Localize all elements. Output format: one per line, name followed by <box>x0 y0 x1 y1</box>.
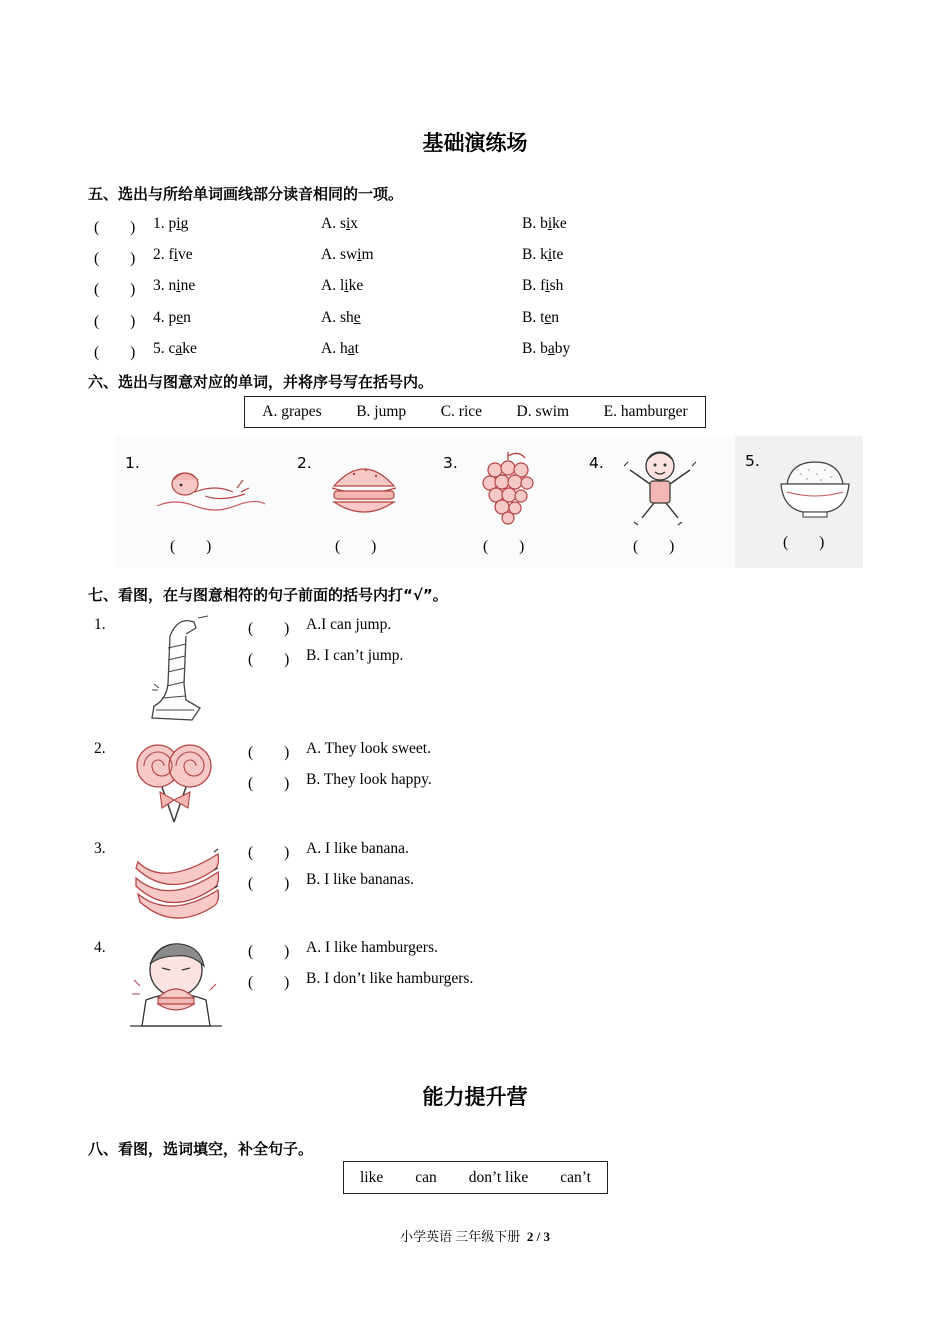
option-b <box>522 340 570 358</box>
word-part: p <box>168 309 177 326</box>
answer-paren[interactable]: ( ) <box>335 538 377 555</box>
option-a-text <box>321 309 361 326</box>
option-b-text <box>522 246 563 263</box>
underlined-letter: a <box>175 340 183 357</box>
word-part: B. k <box>522 246 548 263</box>
option-b-text <box>522 309 559 326</box>
answer-paren[interactable]: ( ) <box>248 620 290 637</box>
footer-subject: 小学英语 三年级下册 <box>400 1229 521 1244</box>
sentence-option-a: A. I like banana. <box>306 840 409 857</box>
word-part: ke <box>182 340 197 357</box>
page-heading-basic: 基础演练场 <box>422 131 528 155</box>
answer-paren[interactable]: ( ) <box>248 875 290 892</box>
answer-paren[interactable]: ( ) <box>248 974 290 991</box>
word-part: A. l <box>321 277 345 294</box>
underlined-letter: i <box>547 246 553 263</box>
answer-paren[interactable]: ( ) <box>633 538 675 555</box>
option-a-text <box>321 277 363 294</box>
sentence-option-b: B. I don’t like hamburgers. <box>306 970 474 987</box>
section6-title: 六、选出与图意对应的单词，并将序号写在括号内。 <box>88 373 434 391</box>
sentence-option-a: A. I like hamburgers. <box>306 939 438 956</box>
section8-word-box <box>343 1161 608 1194</box>
option-a <box>321 277 363 295</box>
bandaged-leg-icon <box>140 614 220 724</box>
answer-paren[interactable]: ( ) <box>94 344 136 361</box>
sentence-option-b: B. I can’t jump. <box>306 647 404 664</box>
word-part: ne <box>180 277 196 294</box>
page-heading-advanced: 能力提升营 <box>422 1085 528 1109</box>
underlined-letter: i <box>547 215 553 232</box>
option-a-text <box>321 246 374 263</box>
word-part: B. f <box>522 277 546 294</box>
page-footer <box>0 1226 950 1245</box>
question-word <box>153 277 195 295</box>
picture-number: 1. <box>125 454 140 472</box>
option-a-text <box>321 340 359 357</box>
underlined-letter: e <box>353 309 361 326</box>
question-word <box>153 340 197 358</box>
underlined-letter: i <box>545 277 550 294</box>
answer-paren[interactable]: ( ) <box>248 744 290 761</box>
word-option: A. grapes <box>262 403 322 420</box>
option-b-text <box>522 277 563 294</box>
word-option: don’t like <box>468 1168 529 1186</box>
question-word-text <box>169 246 193 263</box>
answer-paren[interactable]: ( ) <box>94 219 136 236</box>
word-part: t <box>354 340 359 357</box>
answer-paren[interactable]: ( ) <box>483 538 525 555</box>
option-b <box>522 309 559 327</box>
footer-page: 2 <box>526 1229 534 1244</box>
question-word-text <box>169 340 197 357</box>
answer-paren[interactable]: ( ) <box>248 651 290 668</box>
word-option: B. jump <box>356 403 407 420</box>
answer-paren[interactable]: ( ) <box>94 313 136 330</box>
picture-number: 3. <box>443 454 458 472</box>
underlined-letter: a <box>547 340 555 357</box>
question-number: 5. <box>153 340 165 357</box>
rice-bowl-icon <box>777 458 853 518</box>
answer-paren[interactable]: ( ) <box>170 538 212 555</box>
word-part: by <box>554 340 571 357</box>
word-part: A. h <box>321 340 348 357</box>
word-part: B. t <box>522 309 545 326</box>
option-a-text <box>321 215 358 232</box>
section7-title: 七、看图，在与图意相符的句子前面的括号内打“√”。 <box>88 586 448 604</box>
swimmer-icon <box>155 458 265 518</box>
section6-word-box <box>244 396 706 428</box>
answer-paren[interactable]: ( ) <box>248 844 290 861</box>
word-option: can <box>415 1168 437 1186</box>
word-part: A. s <box>321 215 346 232</box>
sentence-option-b: B. I like bananas. <box>306 871 415 888</box>
word-option: C. rice <box>440 403 483 420</box>
picture-number: 4. <box>589 454 604 472</box>
question-word <box>153 309 191 327</box>
jumping-boy-icon <box>620 448 700 526</box>
underlined-letter: i <box>176 277 181 294</box>
item-number: 4. <box>94 939 106 956</box>
picture-number: 5. <box>745 452 760 470</box>
word-option: like <box>359 1168 384 1186</box>
sentence-option-b: B. They look happy. <box>306 771 432 788</box>
option-b-text <box>522 340 570 357</box>
question-word <box>153 246 193 264</box>
underlined-letter: i <box>345 215 351 232</box>
picture-number: 2. <box>297 454 312 472</box>
answer-paren[interactable]: ( ) <box>248 943 290 960</box>
answer-paren[interactable]: ( ) <box>248 775 290 792</box>
underlined-letter: i <box>344 277 349 294</box>
word-part: ve <box>177 246 193 263</box>
word-option: D. swim <box>516 403 570 420</box>
underlined-letter: a <box>347 340 355 357</box>
word-part: A. sh <box>321 309 354 326</box>
option-a <box>321 309 361 327</box>
option-b <box>522 246 563 264</box>
footer-sep: / <box>536 1229 541 1244</box>
option-b <box>522 277 563 295</box>
word-part: B. b <box>522 215 548 232</box>
word-option: E. hamburger <box>603 403 688 420</box>
bananas-icon <box>134 848 222 920</box>
answer-paren[interactable]: ( ) <box>94 250 136 267</box>
section6-picture-strip <box>115 436 863 568</box>
underlined-letter: i <box>357 246 362 263</box>
word-option: can’t <box>560 1168 591 1186</box>
option-a <box>321 340 359 358</box>
sentence-option-a: A. They look sweet. <box>306 740 431 757</box>
underlined-letter: i <box>173 246 178 263</box>
question-number: 1. <box>153 215 165 232</box>
word-part: n <box>168 277 177 294</box>
option-b-text <box>522 215 567 232</box>
word-part: te <box>552 246 564 263</box>
lollipops-icon <box>132 742 218 826</box>
question-word-text <box>169 277 196 294</box>
section5-title: 五、选出与所给单词画线部分读音相同的一项。 <box>88 185 404 203</box>
word-part: m <box>361 246 374 263</box>
question-number: 2. <box>153 246 165 263</box>
question-word-text <box>169 309 191 326</box>
option-a <box>321 215 358 233</box>
question-word-text <box>169 215 189 232</box>
question-number: 4. <box>153 309 165 326</box>
word-part: A. sw <box>321 246 358 263</box>
underlined-letter: e <box>176 309 184 326</box>
sentence-option-a: A.I can jump. <box>306 616 392 633</box>
answer-paren[interactable]: ( ) <box>783 534 825 551</box>
item-number: 3. <box>94 840 106 857</box>
word-part: n <box>183 309 191 326</box>
grapes-icon <box>481 450 535 524</box>
hamburger-icon <box>330 458 398 520</box>
word-part: f <box>168 246 174 263</box>
item-number: 2. <box>94 740 106 757</box>
question-number: 3. <box>153 277 165 294</box>
underlined-letter: i <box>176 215 181 232</box>
word-part: c <box>168 340 176 357</box>
word-part: ke <box>552 215 567 232</box>
word-part: B. b <box>522 340 548 357</box>
option-b <box>522 215 567 233</box>
section8-title: 八、看图，选词填空，补全句子。 <box>88 1140 314 1158</box>
question-word <box>153 215 188 233</box>
footer-total: 3 <box>543 1229 550 1244</box>
word-part: sh <box>549 277 564 294</box>
underlined-letter: e <box>544 309 552 326</box>
answer-paren[interactable]: ( ) <box>94 281 136 298</box>
item-number: 1. <box>94 616 106 633</box>
word-part: p <box>168 215 177 232</box>
word-part: n <box>551 309 560 326</box>
word-part: g <box>180 215 189 232</box>
word-part: ke <box>348 277 364 294</box>
option-a <box>321 246 374 264</box>
word-part: x <box>350 215 359 232</box>
boy-eating-hamburger-icon <box>130 940 224 1032</box>
